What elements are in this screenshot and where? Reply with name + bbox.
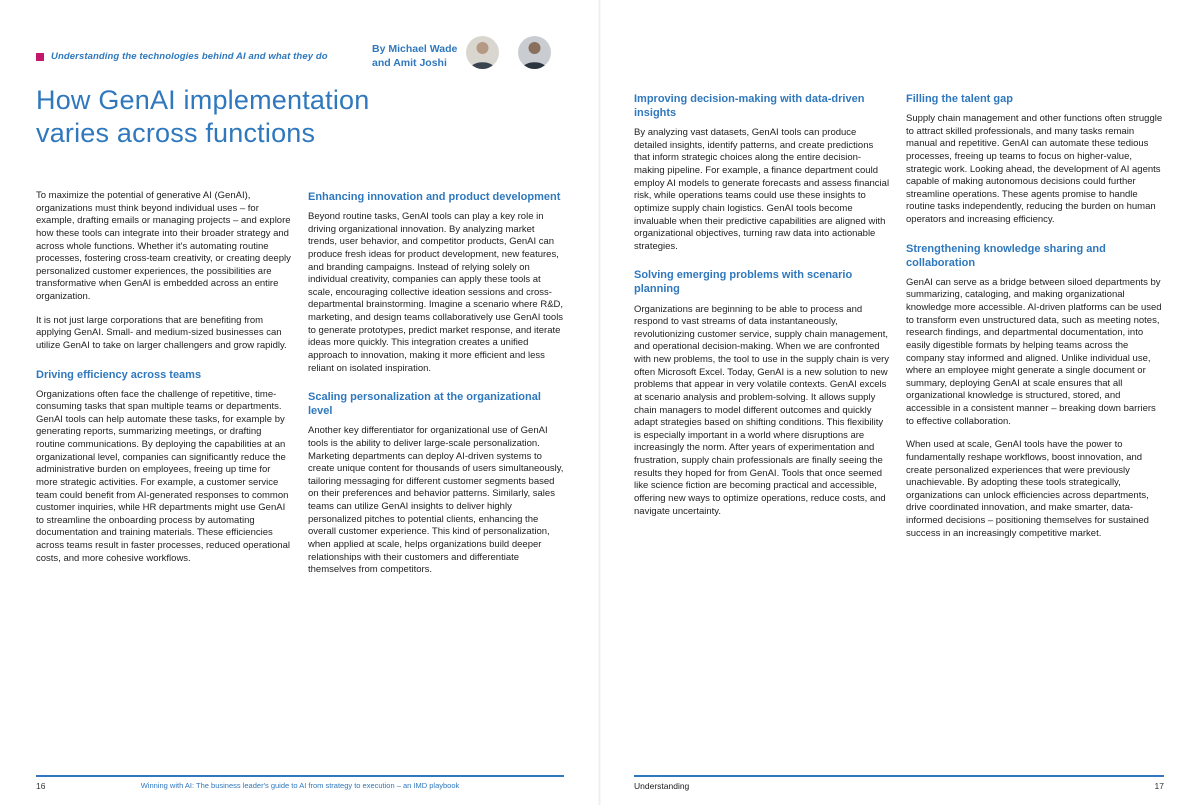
section-eyebrow	[36, 51, 328, 62]
body-paragraph: Organizations are beginning to be able to process and respond to vast streams of data instantaneously, revolutionizing customer service, supply chain management, and operational decision-making. When we are confronted with new problems, the tool to use in the supply chain is very often Microsoft Excel. Today, GenAI is a new solution to new problems that appear in very volatile contexts. GenAI excels at scenario analysis and problem-solving. It allows supply chain managers to model different outcomes and quickly adapt strategies based on shifting conditions. This flexibility is especially important in a world where disruptions are increasingly the norm. After years of experimentation and frustration, supply chain professionals are finally seeing the results they hoped for from GenAI. Tools that once seemed like science fiction are becoming practical and accessible, offering new ways to optimize operations, reduce costs, and navigate uncertainty.	[634, 303, 890, 517]
right-page-column-1	[634, 92, 891, 529]
page-number-left: 16	[36, 781, 46, 791]
person-silhouette-icon	[518, 36, 551, 69]
section-eyebrow-label: Understanding the technologies behind AI and what they do	[51, 51, 328, 62]
page-gutter-divider	[598, 0, 601, 805]
body-paragraph: To maximize the potential of generative AI (GenAI), organizations must think beyond individual uses – for example, drafting emails or managing projects – and explore how these tools can integrate into their broader strategy and across whole functions. Whether it's automating routine processes, fostering cross-team creativity, or creating deeply personalized customer experiences, the possibilities are transformative when GenAI is embedded across an entire organization.	[36, 190, 291, 302]
subheading-driving-efficiency: Driving efficiency across teams	[36, 368, 202, 381]
author-photo-amit-joshi	[518, 36, 551, 69]
body-paragraph: Supply chain management and other functions often struggle to attract skilled professionals, and many tasks remain manual and repetitive. GenAI can automate these tedious processes, freeing up teams to focus on higher-value, strategic work. Looking ahead, the development of AI agents capable of making autonomous decisions could further streamline operations. These agents promise to handle routine tasks independently, reducing the burden on human operators and increasing efficiency.	[906, 113, 1163, 226]
right-page-column-2	[906, 92, 1163, 551]
person-silhouette-icon	[466, 36, 499, 69]
subheading-improving-decision-making: Improving decision-making with data-driven insights	[634, 93, 865, 120]
body-paragraph: It is not just large corporations that are benefiting from applying GenAI. Small- and medium-sized businesses can utilize GenAI to take on larger challengers and grow rapidly.	[36, 314, 287, 351]
subheading-filling-talent-gap: Filling the talent gap	[906, 93, 1013, 105]
author-photo-michael-wade	[466, 36, 499, 69]
section-marker-square	[36, 53, 44, 61]
page-number-right: 17	[1154, 781, 1164, 791]
body-paragraph: Beyond routine tasks, GenAI tools can play a key role in driving organizational innovation. By analyzing market trends, user behavior, and competitor products, GenAI can produce fresh ideas for product development, new features, and branding campaigns. Instead of relying solely on individual creativity, companies can apply these tools at scale, encouraging collective ideation sessions and cross-departmental brainstorming. Imagine a scenario where R&D, marketing, and design teams collaboratively use GenAI tools to generate prototypes, predict market response, and iterate ideas more quickly. This integration creates a unified approach to innovation, making it more efficient and less reliant on isolated inspiration.	[308, 211, 564, 374]
subheading-scaling-personalization: Scaling personalization at the organizational level	[308, 391, 541, 418]
body-paragraph: Another key differentiator for organizational use of GenAI tools is the ability to deliver large-scale personalization. Marketing departments can deploy AI-driven systems to create unique content for thousands of users simultaneously, tailoring messaging for different customer segments based on their preferences and behavior patterns. Similarly, sales teams can utilize GenAI insights to deliver highly personalized pitches to potential clients, enhancing the overall customer experience. This kind of personalization, when applied at scale, helps organizations build deeper relationships with their customers and differentiate themselves from competitors.	[308, 425, 564, 576]
byline	[372, 43, 457, 70]
byline-line2: and Amit Joshi	[372, 56, 447, 69]
left-page-column-2	[308, 190, 565, 588]
subheading-enhancing-innovation: Enhancing innovation and product development	[308, 191, 561, 203]
subheading-strengthening-knowledge: Strengthening knowledge sharing and collaboration	[906, 242, 1106, 269]
body-paragraph: Organizations often face the challenge of repetitive, time-consuming tasks that span multiple teams or departments. GenAI tools can help automate these tasks, for example by generating reports, summarizing meetings, or drafting routine communications. By deploying the capabilities at an organizational level, companies can significantly reduce the administrative burden on employees, freeing up time for more strategic activities. For example, a customer service team could benefit from AI-generated responses to common customer inquiries, while HR departments might use GenAI to streamline the onboarding process by automating documentation and training materials. These efficiencies across teams result in faster processes, reduced operational costs, and more cohesive workflows.	[36, 388, 290, 564]
footer-rule-right-page	[634, 775, 1164, 777]
footer-book-title: Winning with AI: The business leader's guide to AI from strategy to execution – an IMD playbook	[140, 781, 460, 790]
subheading-solving-emerging-problems: Solving emerging problems with scenario planning	[634, 269, 853, 296]
footer-rule-left-page	[36, 775, 564, 777]
byline-line1: By Michael Wade	[372, 43, 458, 55]
body-paragraph: By analyzing vast datasets, GenAI tools can produce detailed insights, identify patterns, and create predictions that inform strategic choices along the entire decision-making pipeline. For example, a finance department could employ AI models to generate forecasts and assess financial risk, while operations teams could use these insights to optimize supply chain logistics. GenAI tools become invaluable when their predictive capabilities are aligned with organizational objectives, turning raw data into actionable strategies.	[634, 127, 890, 252]
footer-section-label: Understanding	[634, 781, 690, 791]
article-title: How GenAI implementation varies across functions	[36, 85, 370, 149]
body-paragraph: GenAI can serve as a bridge between siloed departments by summarizing, cataloging, and making organizational knowledge more accessible. AI-driven platforms can be used to transform even unstructured data, such as meeting notes, research findings, and departmental documentation, into easily digestible formats by helping teams across the company stay informed and aligned. Unlike individual use, where an employee might generate a single document or summary, deploying GenAI at scale ensures that all organizational knowledge is structured, stored, and accessible in a consistent manner – breaking down barriers to effective collaboration.	[906, 276, 1162, 427]
left-page-column-1	[36, 190, 293, 576]
body-paragraph: When used at scale, GenAI tools have the power to fundamentally reshape workflows, boost innovation, and create personalized experiences that were previously unachievable. By adopting these tools strategically, organizations can unlock efficiencies across departments, drive coordinated innovation, and make smarter, data-informed decisions – positioning themselves for sustained success in an increasingly competitive market.	[906, 439, 1149, 539]
